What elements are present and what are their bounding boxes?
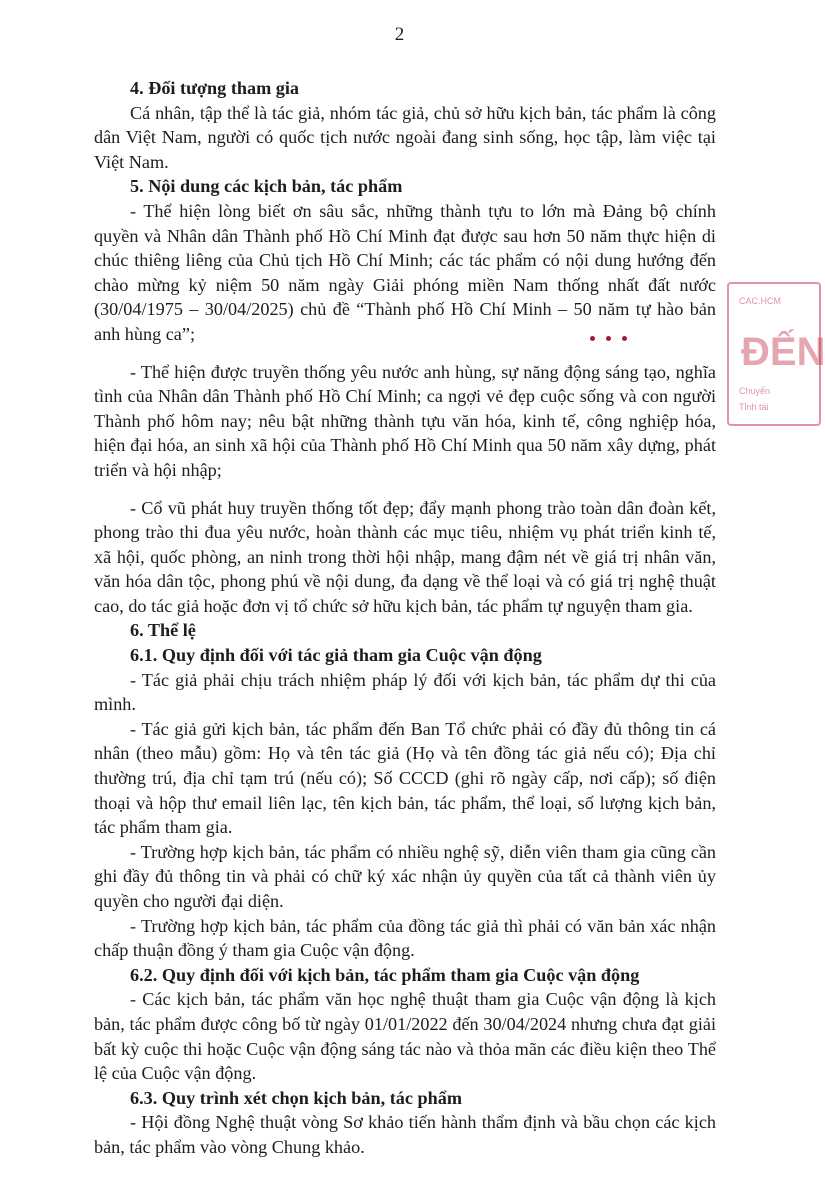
stamp-text-mid: Chuyển — [739, 386, 771, 396]
body-paragraph: - Tác giả phải chịu trách nhiệm pháp lý đối với kịch bản, tác phẩm dự thi của mình. — [94, 669, 716, 715]
stamp-text-bottom: Tỉnh tái — [739, 402, 769, 412]
section-heading: 5. Nội dung các kịch bản, tác phẩm — [130, 176, 403, 197]
red-stamp — [719, 282, 825, 422]
section-heading: 6. Thể lệ — [130, 620, 196, 641]
document-body — [94, 76, 716, 1160]
body-paragraph: Cá nhân, tập thể là tác giả, nhóm tác giả, chủ sở hữu kịch bản, tác phẩm là công dân Việt Nam, người có quốc tịch nước ngoài đang sinh sống, học tập, làm việc tại Việt Nam. — [94, 102, 716, 172]
body-paragraph: - Thể hiện lòng biết ơn sâu sắc, những thành tựu to lớn mà Đảng bộ chính quyền và Nhân dân Thành phố Hồ Chí Minh đạt được sau hơn 50 năm thực hiện di chúc thiêng liêng của Chủ tịch Hồ Chí Minh; các tác phẩm có nội dung hướng đến chào mừng kỷ niệm 50 năm ngày Giải phóng miền Nam thống nhất đất nước (30/04/1975 – 30/04/2025) chủ đề “Thành phố Hồ Chí Minh – 50 năm tự hào bản anh hùng ca”; — [94, 200, 716, 344]
body-paragraph: - Trường hợp kịch bản, tác phẩm có nhiều nghệ sỹ, diễn viên tham gia cũng cần ghi đầy đủ thông tin và phải có chữ ký xác nhận ủy quyền của tất cả thành viên ủy quyền cho người đại diện. — [94, 841, 716, 911]
subsection-heading: 6.2. Quy định đối với kịch bản, tác phẩm tham gia Cuộc vận động — [130, 964, 640, 985]
body-paragraph: - Cổ vũ phát huy truyền thống tốt đẹp; đẩy mạnh phong trào toàn dân đoàn kết, phong trào thi đua yêu nước, hoàn thành các mục tiêu, nhiệm vụ phát triển kinh tế, xã hội, quốc phòng, an ninh trong thời hội nhập, mang đậm nét về giá trị nhân văn, văn hóa dân tộc, phong phú về nội dung, đa dạng về thể loại và có giá trị nghệ thuật cao, do tác giả hoặc đơn vị tổ chức sở hữu kịch bản, tác phẩm tự nguyện tham gia. — [94, 497, 716, 616]
body-paragraph: - Thể hiện được truyền thống yêu nước anh hùng, sự năng động sáng tạo, nghĩa tình của Nhân dân Thành phố Hồ Chí Minh; ca ngợi vẻ đẹp cuộc sống và con người Thành phố hôm nay; nêu bật những thành tựu văn hóa, kinh tế, công nghiệp hóa, hiện đại hóa, an sinh xã hội của Thành phố Hồ Chí Minh qua 50 năm xây dựng, phát triển và hội nhập; — [94, 361, 716, 480]
subsection-heading: 6.3. Quy trình xét chọn kịch bản, tác phẩm — [130, 1087, 462, 1108]
body-paragraph: - Tác giả gửi kịch bản, tác phẩm đến Ban Tổ chức phải có đầy đủ thông tin cá nhân (theo mẫu) gồm: Họ và tên tác giả (Họ và tên đồng tác giả nếu có); Địa chỉ thường trú, địa chỉ tạm trú (nếu có); Số CCCD (ghi rõ ngày cấp, nơi cấp); số điện thoại và hộp thư email liên lạc, tên kịch bản, tác phẩm, thể loại, số lượng kịch bản, tác phẩm tham gia. — [94, 718, 716, 838]
body-paragraph: - Các kịch bản, tác phẩm văn học nghệ thuật tham gia Cuộc vận động là kịch bản, tác phẩm được công bố từ ngày 01/01/2022 đến 30/04/2024 nhưng chưa đạt giải bất kỳ cuộc thi hoặc Cuộc vận động sáng tác nào và thỏa mãn các điều kiện theo Thể lệ của Cuộc vận động. — [94, 989, 716, 1084]
stamp-text-top: CAC.HCM — [739, 296, 781, 306]
subsection-heading: 6.1. Quy định đối với tác giả tham gia Cuộc vận động — [130, 645, 542, 666]
body-paragraph: - Trường hợp kịch bản, tác phẩm của đồng tác giả thì phải có văn bản xác nhận chấp thuận đồng ý tham gia Cuộc vận động. — [94, 915, 716, 961]
body-paragraph: - Hội đồng Nghệ thuật vòng Sơ khảo tiến hành thẩm định và bầu chọn các kịch bản, tác phẩm vào vòng Chung khảo. — [94, 1112, 716, 1157]
page-number: 2 — [394, 24, 405, 45]
stamp-text-big: ĐẾN — [741, 330, 825, 374]
section-heading: 4. Đối tượng tham gia — [130, 78, 300, 98]
